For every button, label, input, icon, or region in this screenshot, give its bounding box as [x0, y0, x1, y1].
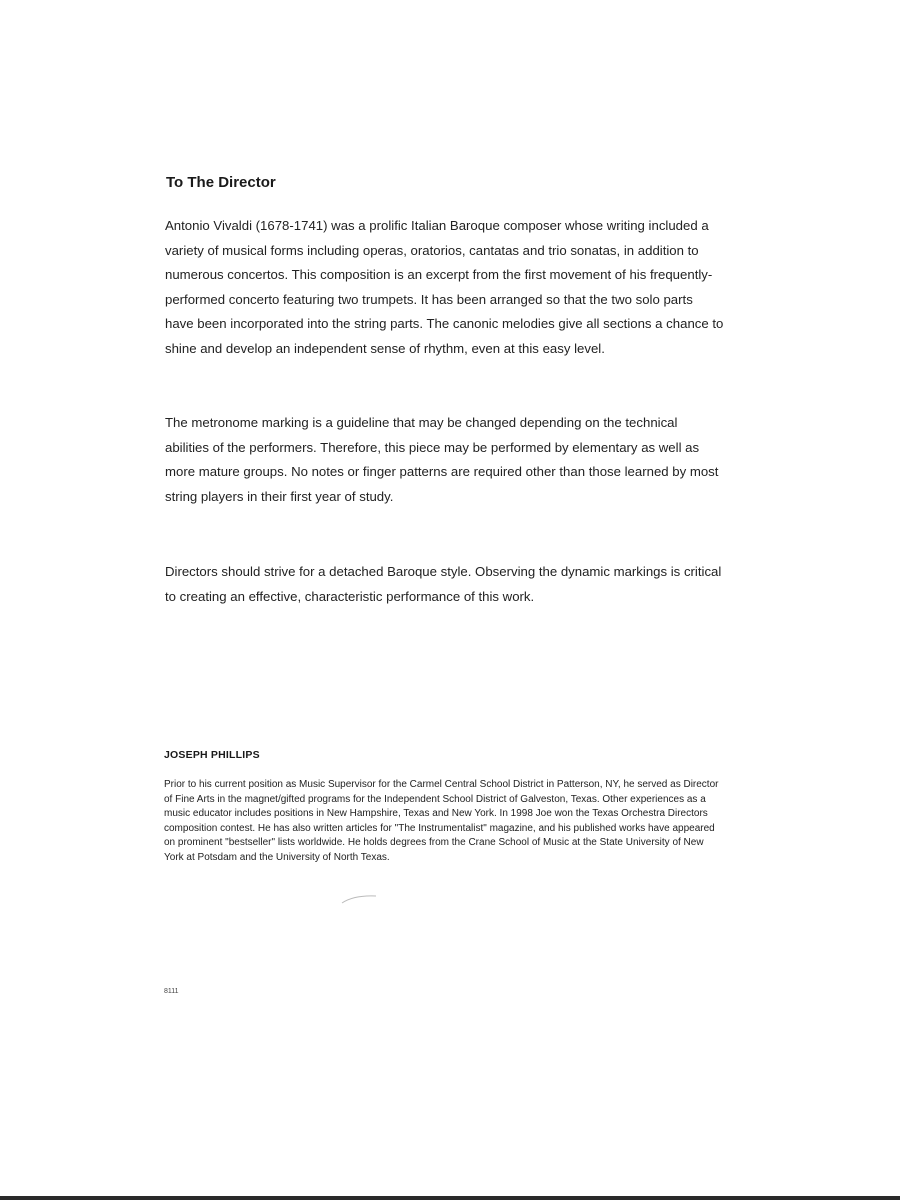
- section-heading: To The Director: [166, 174, 276, 191]
- director-paragraph-2: The metronome marking is a guideline that may be changed depending on the technical abilities of the performers. Therefore, this piece may be performed by elementary as well as more mature groups. No notes or finger patterns are required other than those learned by most string players in their first year of study.: [165, 415, 719, 504]
- bio-heading: JOSEPH PHILLIPS: [164, 749, 260, 761]
- scan-bottom-edge: [0, 1196, 900, 1200]
- director-paragraph-3: Directors should strive for a detached Baroque style. Observing the dynamic markings is critical to creating an effective, characteristic performance of this work.: [165, 564, 722, 604]
- scan-smudge: [340, 893, 380, 905]
- director-paragraph-1: Antonio Vivaldi (1678-1741) was a prolific Italian Baroque composer whose writing included a variety of musical forms including operas, oratorios, cantatas and trio sonatas, in addition to numerous concertos. This composition is an excerpt from the first movement of his frequently-performed concerto featuring two trumpets. It has been arranged so that the two solo parts have been incorporated into the string parts. The canonic melodies give all sections a chance to shine and develop an independent sense of rhythm, even at this easy level.: [165, 218, 724, 356]
- page-code: 8111: [164, 988, 179, 995]
- bio-paragraph: Prior to his current position as Music Supervisor for the Carmel Central School District in Patterson, NY, he served as Director of Fine Arts in the magnet/gifted programs for the Independent School District of Galveston, Texas. Other experiences as a music educator includes positions in New Hampshire, Texas and New York. In 1998 Joe won the Texas Orchestra Directors composition contest. He has also written articles for "The Instrumentalist" magazine, and his published works have appeared on prominent "bestseller" lists worldwide. He holds degrees from the Crane School of Music at the State University of New York at Potsdam and the University of North Texas.: [164, 779, 719, 863]
